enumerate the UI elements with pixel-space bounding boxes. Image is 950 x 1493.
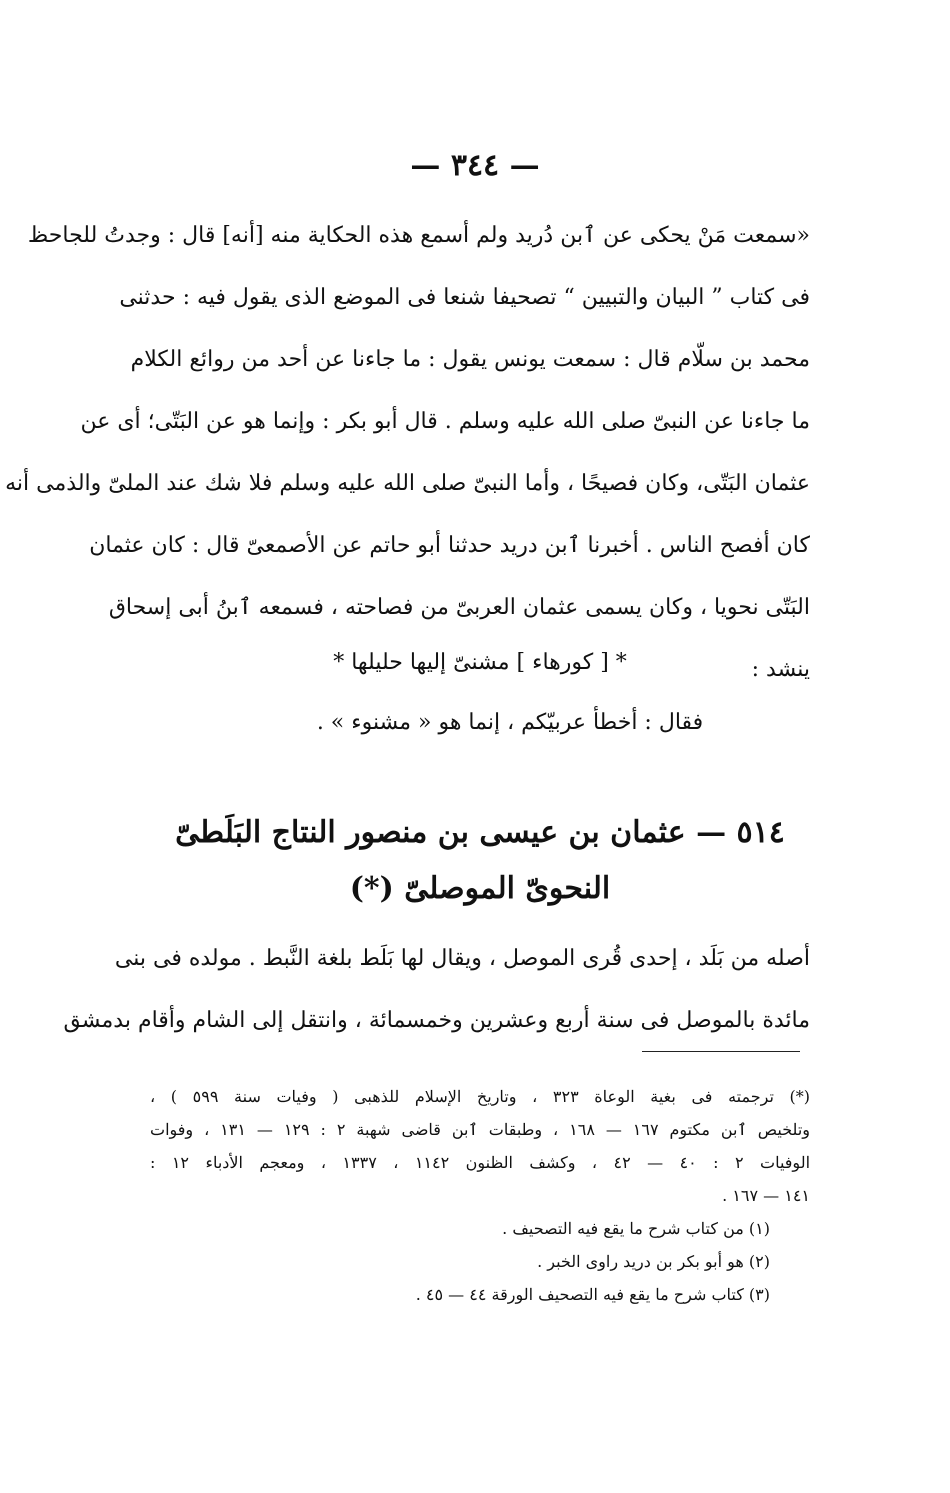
- footnote-2: (٢) هو أبو بكر بن دريد راوى الخبر .: [537, 1252, 770, 1271]
- footnote-3: (٣) كتاب شرح ما يقع فيه التصحيف الورقة ٤٤ — ٤٥ .: [415, 1285, 770, 1304]
- poetry-verse: * [ كورهاء ] مشنىّ إليها حليلها *: [333, 650, 627, 675]
- footnote-sources: [150, 1080, 810, 1212]
- entry-heading: [150, 805, 810, 917]
- footnote-line: الوفيات ٢ : ٤٠ — ٤٢ ، وكشف الظنون ١١٤٢ ، ١٣٣٧ ، ومعجم الأدباء ١٢ :: [150, 1153, 811, 1172]
- footnote-separator: [642, 1051, 800, 1052]
- numbered-footnotes: [150, 1212, 810, 1311]
- entry-heading-line-2: النحوىّ الموصلىّ (*): [349, 871, 611, 906]
- verse-reply: فقال : أخطأ عربيّكم ، إنما هو « مشنوء » .: [316, 710, 704, 735]
- anecdote-paragraph: [5, 205, 810, 701]
- entry-heading-line-1: ٥١٤ — عثمان بن عيسى بن منصور النتاج البَلَطىّ: [175, 815, 785, 850]
- footnote-line: ١٤١ — ١٦٧ .: [722, 1186, 810, 1205]
- biography-paragraph: [63, 928, 810, 1052]
- page-number: — ٣٤٤ —: [410, 148, 540, 183]
- text-line: عثمان البَتّى، وكان فصيحًا ، وأما النبىّ صلى الله عليه وسلم فلا شك عند الملىّ والذمى أنه: [5, 471, 810, 496]
- text-line: مائدة بالموصل فى سنة أربع وعشرين وخمسمائة ، وانتقل إلى الشام وأقام بدمشق: [63, 1008, 810, 1033]
- text-line: البَتّى نحويا ، وكان يسمى عثمان العربىّ من فصاحته ، فسمعه ٱبنُ أبى إسحاق: [108, 595, 810, 620]
- text-line: محمد بن سلّام قال : سمعت يونس يقول : ما جاءنا عن أحد من روائع الكلام: [130, 347, 810, 372]
- text-line: «سمعت مَنْ يحكى عن ٱبن دُريد ولم أسمع هذه الحكاية منه [أنه] قال : وجدتُ للجاحظ: [27, 223, 810, 248]
- text-line: ما جاءنا عن النبىّ صلى الله عليه وسلم . قال أبو بكر : وإنما هو عن البَتّى؛ أى عن: [80, 409, 810, 434]
- footnotes: [150, 1080, 810, 1311]
- footnote-1: (١) من كتاب شرح ما يقع فيه التصحيف .: [502, 1219, 770, 1238]
- text-line: ينشد :: [751, 657, 810, 682]
- text-line: فى كتاب ” البيان والتبيين “ تصحيفا شنعا فى الموضع الذى يقول فيه : حدثنى: [119, 285, 810, 310]
- footnote-line: وتلخيص ٱبن مكتوم ١٦٧ — ١٦٨ ، وطبقات ٱبن قاضى شهبة ٢ : ١٢٩ — ١٣١ ، وفوات: [150, 1120, 810, 1139]
- text-line: أصله من بَلَد ، إحدى قُرى الموصل ، ويقال لها بَلَط بلغة النَّبط . مولده فى بنى: [114, 946, 810, 971]
- text-line: كان أفصح الناس . أخبرنا ٱبن دريد حدثنا أبو حاتم عن الأصمعىّ قال : كان عثمان: [89, 533, 810, 558]
- footnote-line: (*) ترجمته فى بغية الوعاة ٣٢٣ ، وتاريخ الإسلام للذهبى ( وفيات سنة ٥٩٩ ) ،: [150, 1087, 810, 1106]
